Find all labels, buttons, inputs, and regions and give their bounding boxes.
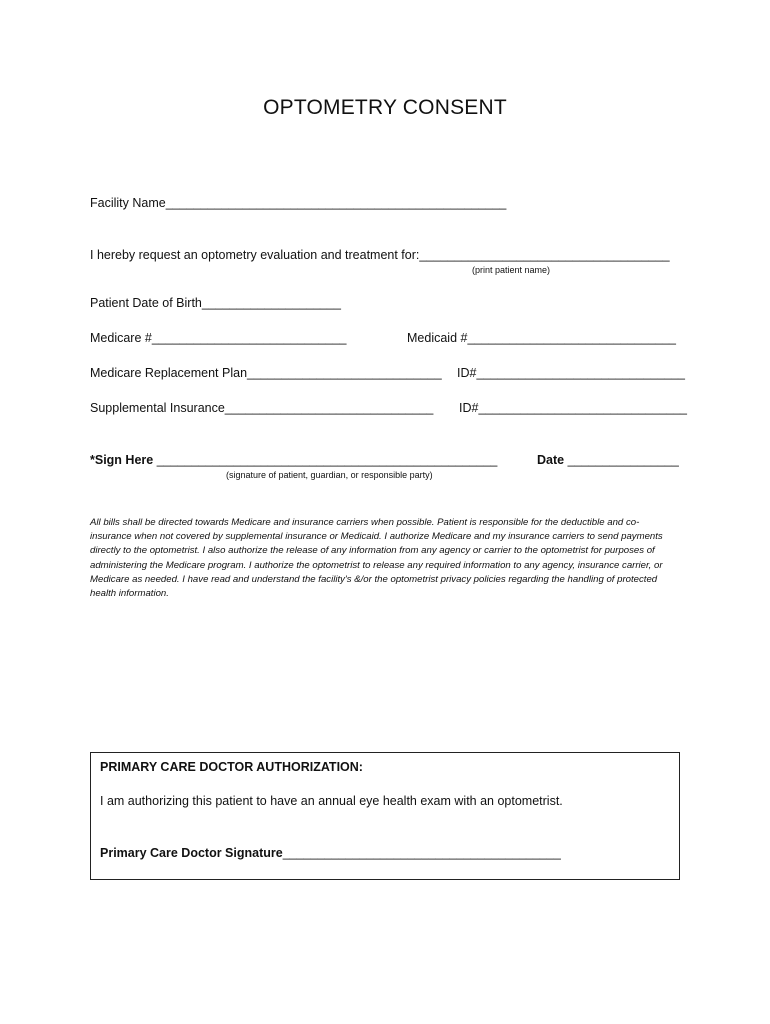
date-of-birth-field[interactable]: Patient Date of Birth____________________ [90,296,341,310]
pcp-signature-label: Primary Care Doctor Signature [100,846,283,860]
date-row[interactable] [537,453,679,467]
date-line[interactable]: ________________ [567,453,679,467]
signature-row[interactable] [90,453,497,467]
facility-name-field[interactable]: Facility Name_________________________________________________ [90,196,507,210]
signature-line[interactable]: _________________________________________________ [156,453,498,467]
supplemental-insurance-field[interactable]: Supplemental Insurance______________________________ [90,401,434,415]
patient-name-field[interactable]: I hereby request an optometry evaluation and treatment for:____________________________________ [90,248,670,262]
supplemental-id-field[interactable]: ID#______________________________ [459,401,688,415]
form-title: OPTOMETRY CONSENT [263,96,507,119]
signature-caption: (signature of patient, guardian, or responsible party) [226,470,433,480]
pcp-signature-line[interactable]: ________________________________________ [282,846,561,860]
medicaid-number-field[interactable]: Medicaid #______________________________ [407,331,677,345]
medicare-number-field[interactable]: Medicare #____________________________ [90,331,347,345]
pcp-statement: I am authorizing this patient to have an annual eye health exam with an optometrist. [100,794,563,808]
sign-here-label: *Sign Here [90,453,154,467]
replacement-plan-id-field[interactable]: ID#______________________________ [457,366,686,380]
pcp-heading: PRIMARY CARE DOCTOR AUTHORIZATION: [100,760,363,774]
pcp-signature-row[interactable] [100,846,561,860]
date-label: Date [537,453,565,467]
medicare-replacement-plan-field[interactable]: Medicare Replacement Plan____________________________ [90,366,442,380]
primary-care-authorization-box [90,752,680,880]
print-patient-name-caption: (print patient name) [472,265,551,275]
billing-disclaimer: All bills shall be directed towards Medicare and insurance carriers when possible. Patient is responsible for the deductible and co-insurance when not covered by supplemental insurance or Medicaid. I authorize Medicare and my insurance carriers to send payments directly to the optometrist. I also authorize the release of any information from any agency or carrier to the optometrist for purposes of administering the Medicare program. I authorize the optometrist to release any required information to any agency, insurance carrier, or Medicare as needed. I have read and understand the facility's &/or the optometrist privacy policies regarding the handling of protected health information. [90,517,663,600]
